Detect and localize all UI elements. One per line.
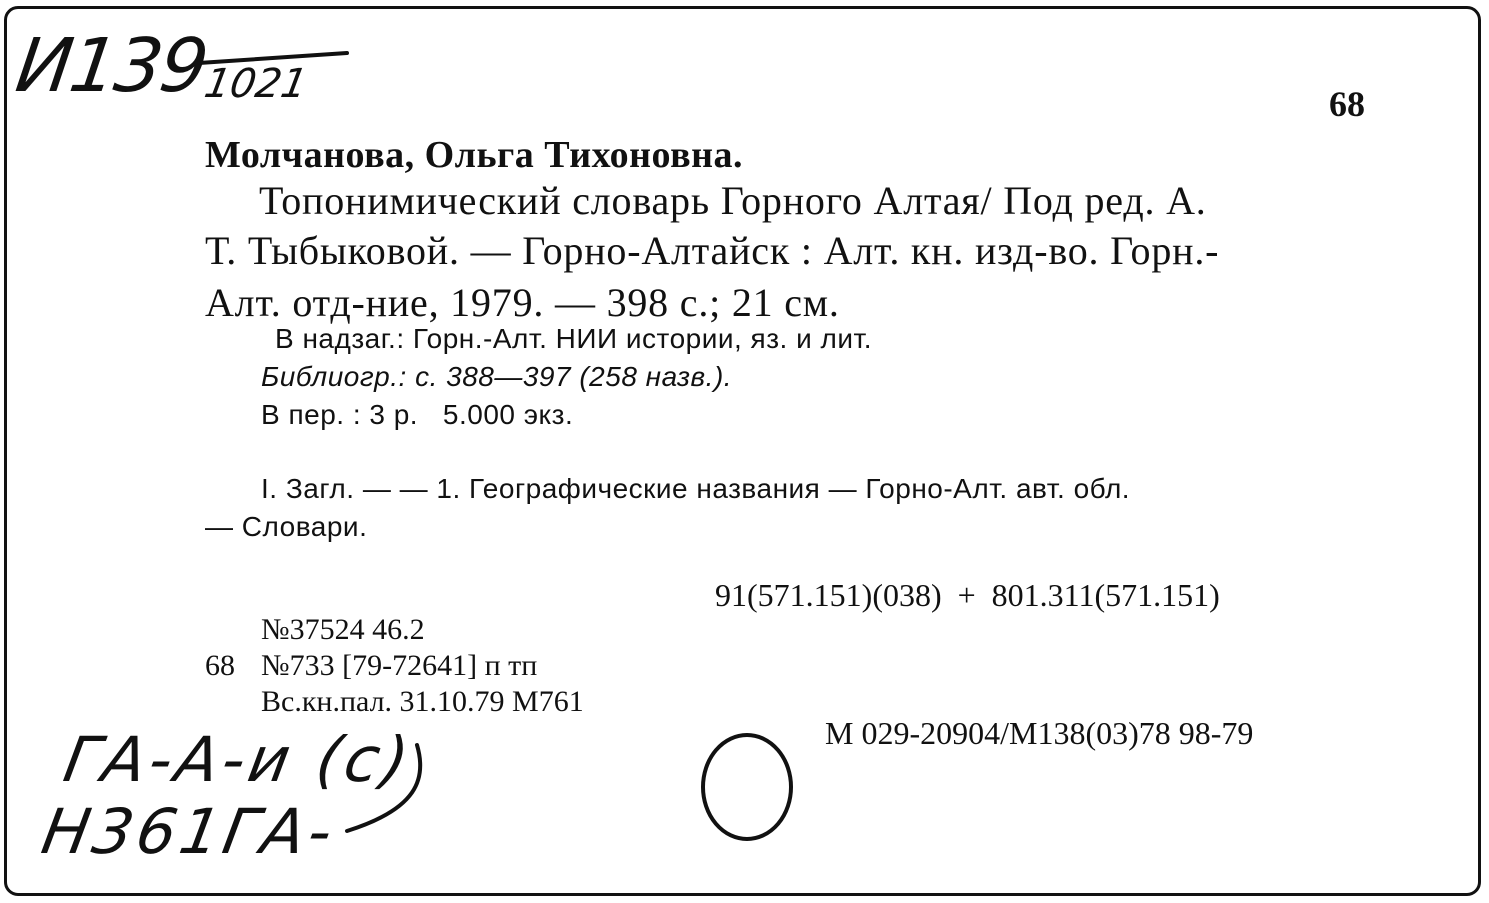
note-line-1: В надзаг.: Горн.-Алт. НИИ истории, яз. и лит. xyxy=(275,323,873,354)
note-line-3: В пер. : 3 р. 5.000 экз. xyxy=(261,399,574,430)
subjects-line-1: I. Загл. — — 1. Географические названия — Горно-Алт. авт. обл. xyxy=(261,473,1131,504)
handwritten-underline xyxy=(197,49,357,69)
title-line-1: Топонимический словарь Горного Алтая/ Под ред. А. xyxy=(259,178,1207,223)
corner-number: 68 xyxy=(1329,84,1365,124)
registry-line-2-prefix: 68 xyxy=(205,649,235,682)
handwritten-stroke xyxy=(307,739,447,859)
registry-line-3: Вс.кн.пал. 31.10.79 М761 xyxy=(261,685,584,718)
registry-line-1: №37524 46.2 xyxy=(261,613,425,646)
subjects-line-2: — Словари. xyxy=(205,511,368,542)
order-code: М 029-20904/М138(03)78 98-79 xyxy=(825,715,1254,751)
handwritten-shelf-subcode: 1021 xyxy=(200,61,311,107)
note-line-2: Библиогр.: с. 388—397 (258 назв.). xyxy=(261,361,733,392)
registry-line-2: №733 [79-72641] п тп xyxy=(261,649,538,682)
udc-index: 91(571.151)(038) + 801.311(571.151) xyxy=(715,577,1220,613)
handwritten-note-line-2: Н361ГА- xyxy=(36,795,342,868)
title-line-3: Алт. отд-ние, 1979. — 398 с.; 21 см. xyxy=(205,280,840,325)
card-hole-circle xyxy=(699,727,799,847)
title-line-2: Т. Тыбыковой. — Горно-Алтайск : Алт. кн. изд-во. Горн.- xyxy=(205,228,1220,273)
catalog-card xyxy=(4,6,1481,896)
author-heading: Молчанова, Ольга Тихоновна. xyxy=(205,134,744,176)
handwritten-shelf-code: И139 xyxy=(10,23,212,109)
handwritten-note-line-1: ГА-А-и (с) xyxy=(58,723,419,796)
